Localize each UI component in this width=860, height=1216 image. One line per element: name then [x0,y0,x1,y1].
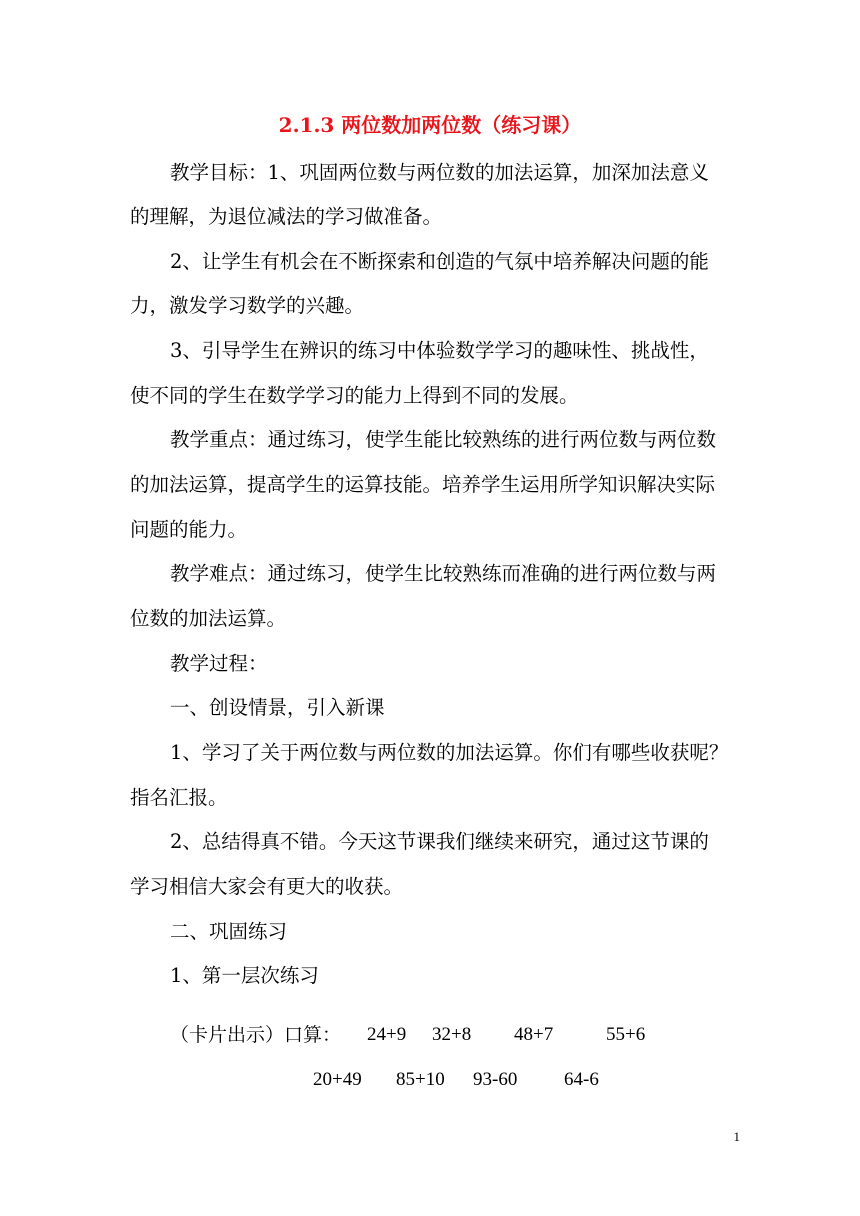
paragraph-line: 教学难点：通过练习，使学生比较熟练而准确的进行两位数与两 [170,562,717,585]
math-problem: 48+7 [514,1024,554,1045]
paragraph-line: 教学过程： [170,652,268,675]
math-problem: 32+8 [432,1024,472,1045]
oral-math-row-2 [170,1065,730,1095]
math-problem: 20+49 [313,1069,362,1090]
oral-math-row-1 [170,1020,730,1050]
paragraph-line: 教学重点：通过练习，使学生能比较熟练的进行两位数与两位数 [170,428,717,451]
math-problem: 24+9 [367,1024,407,1045]
lesson-title: 2.1.3 两位数加两位数（练习课） [278,113,582,137]
paragraph-line: 指名汇报。 [130,786,228,809]
page-number: 1 [733,1129,740,1144]
paragraph-line: 3、引导学生在辨识的练习中体验数学学习的趣味性、挑战性， [170,339,709,362]
paragraph-line: 二、巩固练习 [170,920,288,943]
paragraph-line: 2、总结得真不错。今天这节课我们继续来研究，通过这节课的 [170,830,709,853]
paragraph-line: 教学目标：1、巩固两位数与两位数的加法运算，加深加法意义 [170,161,709,184]
paragraph-line: 1、第一层次练习 [170,964,319,987]
oral-math-label: （卡片出示）口算： [170,1024,342,1046]
paragraph-line: 学习相信大家会有更大的收获。 [130,875,404,898]
paragraph-line: 一、创设情景，引入新课 [170,696,385,719]
paragraph-line: 1、学习了关于两位数与两位数的加法运算。你们有哪些收获呢？ [170,741,729,764]
math-problem: 93-60 [473,1069,518,1090]
math-problem: 85+10 [396,1069,445,1090]
math-problem: 64-6 [564,1069,599,1090]
paragraph-line: 位数的加法运算。 [130,607,287,630]
paragraph-line: 力，激发学习数学的兴趣。 [130,294,365,317]
paragraph-line: 的加法运算，提高学生的运算技能。培养学生运用所学知识解决实际 [130,473,716,496]
paragraph-line: 2、让学生有机会在不断探索和创造的气氛中培养解决问题的能 [170,250,709,273]
math-problem: 55+6 [606,1024,646,1045]
paragraph-line: 问题的能力。 [130,518,248,541]
paragraph-line: 的理解，为退位减法的学习做准备。 [130,205,443,228]
paragraph-line: 使不同的学生在数学学习的能力上得到不同的发展。 [130,384,579,407]
